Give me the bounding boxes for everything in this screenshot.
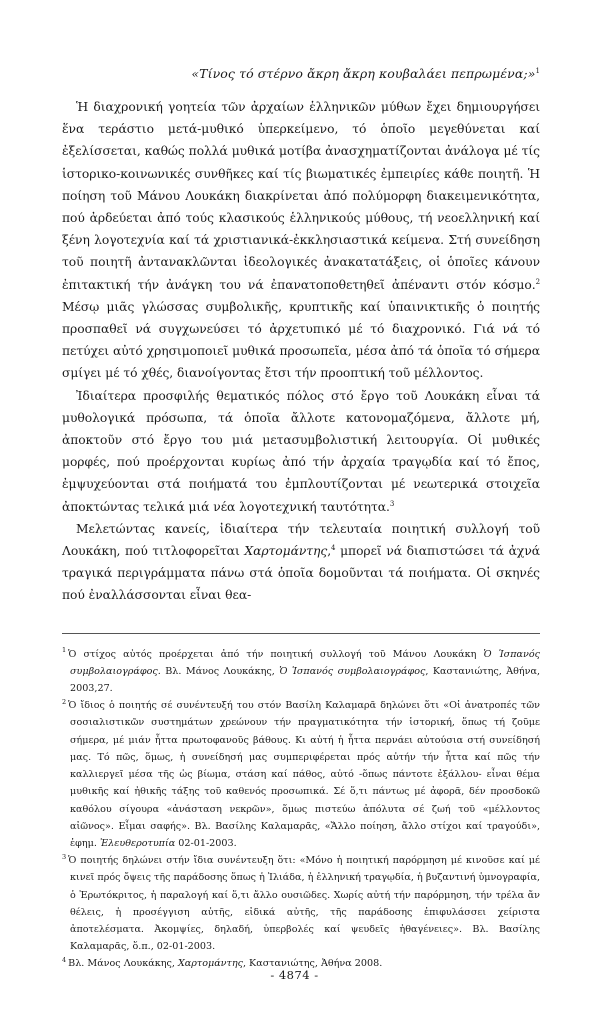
epigraph-text: «Τίνος τό στέρνο ἄκρη ἄκρη κουβαλάει πεπρωμένα;» bbox=[191, 66, 536, 81]
footnote-1-title-b: Ὁ Ἱσπανός συμβολαιογράφος bbox=[279, 665, 426, 677]
footnote-4-title: Χαρτομάντης bbox=[177, 958, 243, 970]
paragraph-3-part-a: Μελετώντας κανείς, ἰδιαίτερα τήν τελευταία ποιητική συλλογή τοῦ Λουκάκη, πού τιτλοφορεῖται bbox=[62, 521, 540, 559]
footnote-ref-4[interactable]: 4 bbox=[331, 543, 336, 552]
footnote-4-text-a: Βλ. Μάνος Λουκάκης, bbox=[68, 958, 178, 970]
body-text bbox=[62, 96, 540, 607]
paragraph-1 bbox=[62, 96, 540, 385]
paragraph-3: Μελετώντας κανείς, ἰδιαίτερα τήν τελευταία ποιητική συλλογή τοῦ Λουκάκη, πού τιτλοφορεῖται Χαρτομάντης,$^4$ μπορεῖ νά διαπιστώσει τά ἀχνά τραγικά περιγράμματα πάνω στά ὁποῖα δομοῦνται τά ποιήματα. Οἱ σκηνές πού ἐναλλάσσονται εἶναι θεα- bbox=[62, 521, 540, 603]
footnote-3-text: Ὁ ποιητής δηλώνει στήν ἴδια συνέντευξη ὅτι: «Μόνο ἡ ποιητική παρόρμηση μέ κινοῦσε καί μέ κινεῖ πρός ὄψεις τῆς παράδοσης ὅπως ἡ Ἰλιάδα, ἡ ἑλληνική τραγῳδία, ἡ βυζαντινή ὑμνογραφία, ὁ Ἐρωτόκριτος, ἡ παραλογή καί ὅ,τι ἄλλο ουσιῶδες. Χωρίς αὐτή τήν παρόρμηση, τήν τρέλα ἄν θέλεις, ἡ προσέγγιση αὐτῆς, εἰδικά αὐτῆς, τῆς παράδοσης ἐπιφυλάσσει χείριστα ἀποτελέσματα. Ἀκομψίες, δηλαδή, ὑπερβολές καί ψευδεῖς ἠθαγένειες». Βλ. Βασίλης Καλαμαρᾶς, ὅ.π., 02-01-2003. bbox=[68, 855, 540, 953]
footnote-2 bbox=[62, 697, 540, 852]
paragraph-2-text: Ἰδιαίτερα προσφιλής θεματικός πόλος στό ἔργο τοῦ Λουκάκη εἶναι τά μυθολογικά πρόσωπα, τά ὁποῖα ἄλλοτε κατονομαζόμενα, ἄλλοτε μή, ἀποκτοῦν στό ἔργο του μιά μετασυμβολιστική λειτουργία. Οἱ μυθικές μορφές, πού προέρχονται κυρίως ἀπό τήν ἀρχαία τραγῳδία καί τό ἔπος, ἐμψυχεύονται στά ποιήματά του ἐμπλουτίζονται μέ νεωτερικά στοιχεῖα ἀποκτώντας τελικά μιά νέα λογοτεχνική ταυτότητα. bbox=[62, 388, 540, 514]
paragraph-1-part-a: Ἡ διαχρονική γοητεία τῶν ἀρχαίων ἑλληνικῶν μύθων ἔχει δημιουργήσει ἕνα τεράστιο μετά-μυθικό ὑπερκείμενο, τό ὁποῖο μεγεθύνεται καί ἐξελίσσεται, καθώς πολλά μυθικά μοτίβα ἀνασχηματίζονται ἀνάλογα μέ τίς ἱστορικο-κοινωνικές συνθῆκες καί τίς βιωματικές ἐμπειρίες κάθε ποιητῆ. Ἡ ποίηση τοῦ Μάνου Λουκάκη διακρίνεται ἀπό πολύμορφη διακειμενικότητα, πού ἀρδεύεται ἀπό τούς κλασικούς ἑλληνικούς μύθους, τή νεοελληνική καί ξένη λογοτεχνία καί τά χριστιανικά-ἐκκλησιαστικά κείμενα. Στή συνείδηση τοῦ ποιητῆ ἀντανακλῶνται ἰδεολογικές ἀνακατατάξεις, οἱ ὁποῖες κάνουν ἐπιτακτική τήν ἀνάγκη του νά ἐπανατοποθετηθεῖ ἀπέναντι στόν κόσμο. bbox=[62, 100, 540, 292]
footnote-1-title-a: Ὁ Ἱσπανός συμβολαιογράφος bbox=[70, 648, 540, 677]
footnote-4-text-b: , Καστανιώτης, Ἀθήνα 2008. bbox=[242, 958, 383, 970]
footnote-divider bbox=[62, 633, 540, 634]
epigraph bbox=[62, 66, 540, 82]
footnote-ref-3[interactable]: 3 bbox=[389, 499, 395, 508]
footnote-1-text-c: , Καστανιώτης, Ἀθήνα, 2003,27. bbox=[70, 665, 541, 695]
footnote-2-newspaper: Ἐλευθεροτυπία bbox=[99, 837, 176, 849]
footnote-1-text-b: . Βλ. Μάνος Λουκάκης, bbox=[157, 665, 280, 677]
footnote-2-text-a: Ὁ ἴδιος ὁ ποιητής σέ συνέντευξή του στόν Βασίλη Καλαμαρᾶ δηλώνει ὅτι «Οἱ ἀνατροπές τῶν σοσιαλιστικῶν συστημάτων χρεώνουν τήν πραγματικότητα τήν ἱστορική, ὅπως τή ζοῦμε σήμερα, μέ μιάν ἧττα πρωτοφανοῦς βάθους. Κι αὐτή ἡ ἧττα περνάει αὐτούσια στή συνείδησή μας. Τό πῶς, ὅμως, ἡ συνείδησή μας συμπεριφέρεται πρός αὐτήν τήν ἧττα καί πῶς τήν καλλιεργεῖ μέσα τῆς ὡς βίωμα, στάση καί πάθος, αὐτό -ὅπως πάντοτε ἐξάλλου- εἶναι θέμα μυθικῆς καί ἠθικῆς τάξης τοῦ καθενός προσωπικά. Σέ ὅ,τι πάντως μέ ἀφορᾶ, δέν προσδοκῶ καθόλου σίγουρα «ἀνάσταση νεκρῶν», ὅμως πιστεύω ἀπόλυτα σέ ζωή τοῦ «μέλλοντος αἰῶνος». Εἶμαι σαφής». Βλ. Βασίλης Καλαμαρᾶς, «Ἄλλο ποίηση, ἄλλο στίχοι καί τραγούδι», ἐφημ. bbox=[68, 700, 540, 849]
footnote-2-text-b: 02-01-2003. bbox=[175, 837, 237, 849]
footnote-number: 1 bbox=[62, 646, 67, 655]
book-title: Χαρτομάντης bbox=[244, 544, 328, 559]
footnote-number: 3 bbox=[62, 852, 67, 861]
footnote-3 bbox=[62, 852, 540, 955]
footnote-number: 4 bbox=[62, 956, 67, 965]
paragraph-3-part-b: μπορεῖ νά διαπιστώσει τά ἀχνά τραγικά περιγράμματα πάνω στά ὁποῖα δομοῦνται τά ποιήματα. Οἱ σκηνές πού ἐναλλάσσονται εἶναι θεα- bbox=[62, 544, 540, 603]
footnote-ref-2[interactable]: 2 bbox=[535, 277, 540, 286]
footnotes bbox=[62, 646, 540, 973]
footnote-number: 2 bbox=[62, 698, 67, 707]
footnote-1-text-a: Ὁ στίχος αὐτός προέρχεται ἀπό τήν ποιητική συλλογή τοῦ Μάνου Λουκάκη bbox=[68, 648, 484, 660]
paragraph-2 bbox=[62, 385, 540, 518]
page-content bbox=[62, 54, 540, 973]
footnote-1 bbox=[62, 646, 540, 698]
paragraph-1-part-b: Μέσῳ μιᾶς γλώσσας συμβολικῆς, κρυπτικῆς καί ὑπαινικτικῆς ὁ ποιητής προσπαθεῖ νά συγχωνεύσει τό ἀρχετυπικό μέ τό διαχρονικό. Γιά νά τό πετύχει αὐτό χρησιμοποιεῖ μυθικά προσωπεῖα, μέσα ἀπό τά ὁποῖα τό σήμερα σμίγει μέ τό χθές, διανοίγοντας ἔτσι τήν προοπτική τοῦ μέλλοντος. bbox=[62, 299, 540, 381]
page-number: - 4874 - bbox=[270, 968, 319, 982]
footnote-ref-1[interactable]: 1 bbox=[535, 66, 540, 75]
